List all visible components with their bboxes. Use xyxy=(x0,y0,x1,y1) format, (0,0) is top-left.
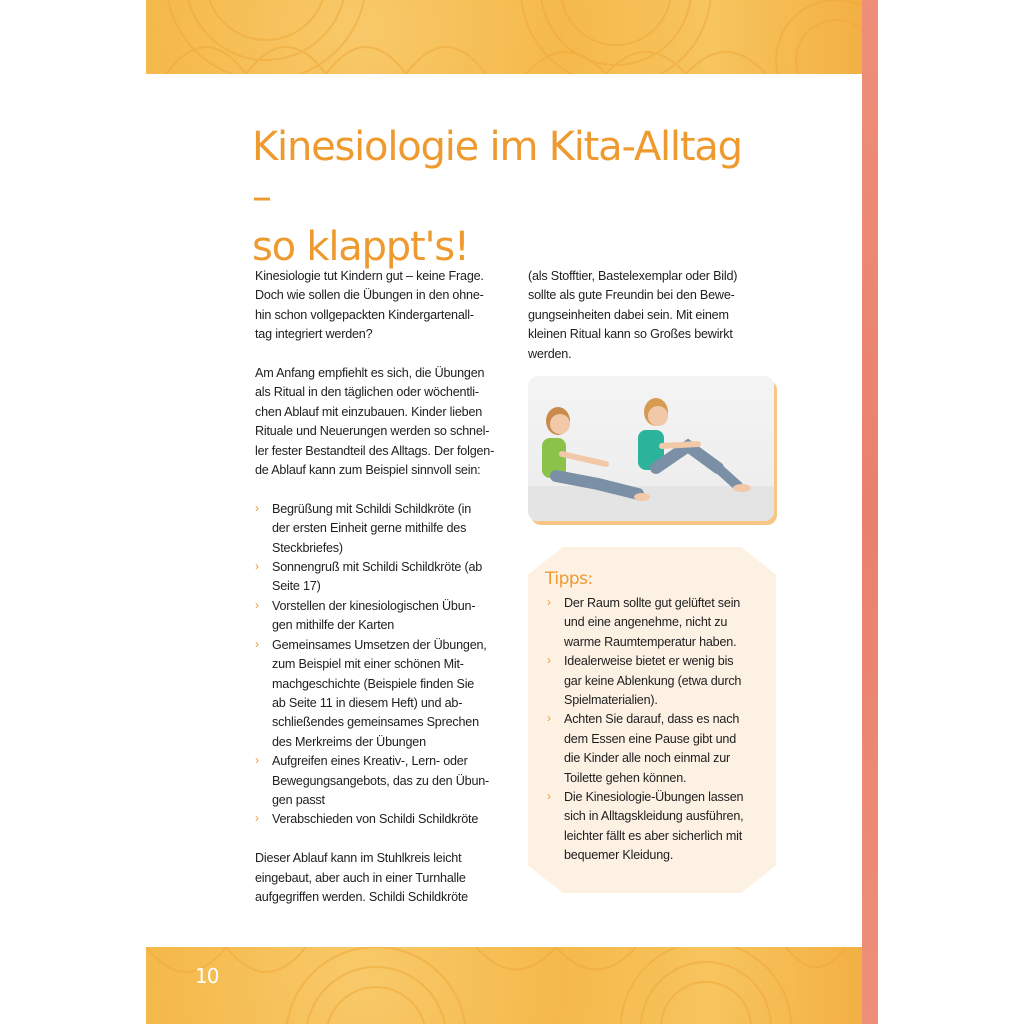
children-sitting-illustration-icon xyxy=(528,376,774,521)
list-item: › Vorstellen der kinesiologischen Übun- gen mithilfe der Karten xyxy=(255,597,476,633)
list-item: › Gemeinsames Umsetzen der Übungen, zum Beispiel mit einer schönen Mit- machgeschichte (Beispiele finden Sie ab Seite 11 in diesem Heft) und ab- schließendes gemeinsames Sprechen des Merkreims der Übungen xyxy=(255,636,487,749)
tips-list-container xyxy=(547,594,769,866)
arrow-bullet-icon: › xyxy=(547,595,551,609)
page-number: 10 xyxy=(195,964,219,988)
list-item: › Verabschieden von Schildi Schildkröte xyxy=(255,810,510,829)
continuation-paragraph: (als Stofftier, Bastelexemplar oder Bild) sollte als gute Freundin bei den Bewe- gungseinheiten dabei sein. Mit einem kleinen Ritual kann so Großes bewirkt werden. xyxy=(528,269,738,361)
tips-heading: Tipps: xyxy=(545,569,593,589)
text-column-left xyxy=(255,267,510,907)
arrow-bullet-icon: › xyxy=(255,500,259,515)
procedure-list xyxy=(255,500,510,830)
mandala-pattern-icon xyxy=(146,947,862,1024)
arrow-bullet-icon: › xyxy=(255,559,259,574)
mandala-pattern-icon xyxy=(146,0,862,74)
arrow-bullet-icon: › xyxy=(255,753,259,768)
list-item: › Achten Sie darauf, dass es nach dem Essen eine Pause gibt und die Kinder alle noch einmal zur Toilette gehen können. xyxy=(547,711,740,785)
page-edge-strip xyxy=(862,0,878,1024)
list-item: › Sonnengruß mit Schildi Schildkröte (ab Seite 17) xyxy=(255,559,483,594)
closing-paragraph: Dieser Ablauf kann im Stuhlkreis leicht eingebaut, aber auch in einer Turnhalle aufgegriffen werden. Schildi Schildkröte xyxy=(255,851,468,904)
arrow-bullet-icon: › xyxy=(255,597,259,612)
list-item: › Aufgreifen eines Kreativ-, Lern- oder Bewegungsangebots, das zu den Übun- gen passt xyxy=(255,753,490,807)
list-item: › Der Raum sollte gut gelüftet sein und eine angenehme, nicht zu warme Raumtemperatur haben. xyxy=(547,595,741,649)
intro-paragraph: Kinesiologie tut Kindern gut – keine Frage. Doch wie sollen die Übungen in den ohne- hin schon vollgepackten Kindergartenall- tag integriert werden? xyxy=(255,269,484,342)
arrow-bullet-icon: › xyxy=(255,636,259,651)
arrow-bullet-icon: › xyxy=(547,711,551,726)
children-exercise-photo xyxy=(528,376,774,521)
arrow-bullet-icon: › xyxy=(547,789,551,804)
list-item: › Begrüßung mit Schildi Schildkröte (in der ersten Einheit gerne mithilfe des Steckbriefes) xyxy=(255,500,472,555)
arrow-bullet-icon: › xyxy=(255,811,259,826)
page-title xyxy=(252,122,772,272)
list-item: › Idealerweise bietet er wenig bis gar keine Ablenkung (etwa durch Spielmaterialien). xyxy=(547,653,742,708)
list-item: › Die Kinesiologie-Übungen lassen sich in Alltagskleidung ausführen, leichter fällt es aber sicherlich mit bequemer Kleidung. xyxy=(547,789,744,863)
header-ornament-band xyxy=(146,0,862,74)
ritual-paragraph: Am Anfang empfiehlt es sich, die Übungen als Ritual in den täglichen oder wöchentli- chen Ablauf mit einzubauen. Kinder lieben Rituale und Neuerungen werden so schnel- ler fester Bestandteil des Alltags. Der folgen- de Ablauf kann zum Beispiel sinnvoll sein: xyxy=(255,366,495,478)
tips-list xyxy=(547,594,769,866)
arrow-bullet-icon: › xyxy=(547,653,551,668)
footer-ornament-band xyxy=(146,947,862,1024)
title-line-2: so klappt's! xyxy=(252,224,469,270)
title-line-1: Kinesiologie im Kita-Alltag – xyxy=(252,124,742,220)
text-column-right xyxy=(528,267,768,364)
